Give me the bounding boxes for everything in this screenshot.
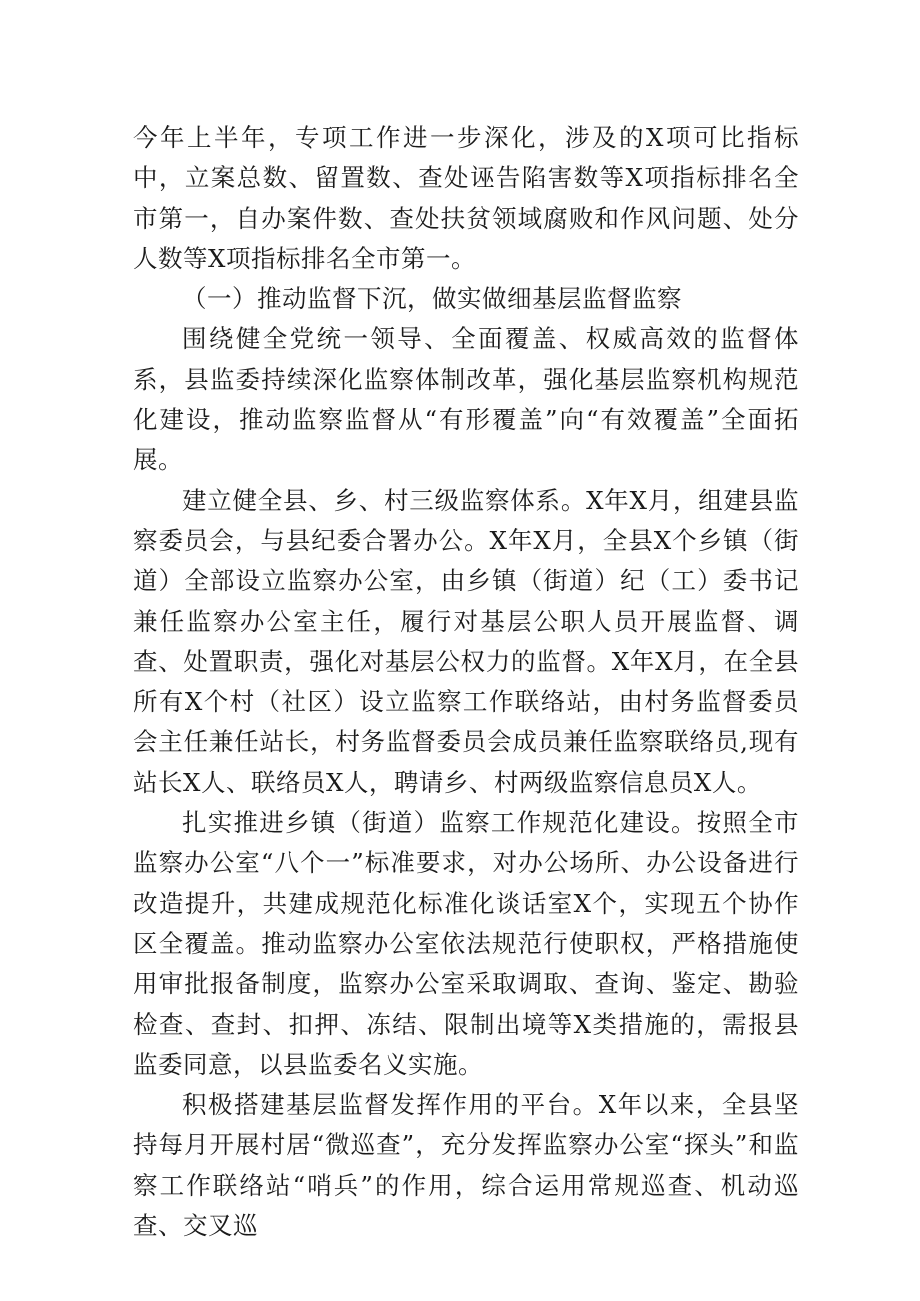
paragraph-section-summary: 围绕健全党统一领导、全面覆盖、权威高效的监督体系，县监委持续深化监察体制改革，强化基层监察机构规范化建设，推动监察监督从“有形覆盖”向“有效覆盖”全面拓展。 <box>133 324 799 475</box>
section-heading: （一）推动监督下沉，做实做细基层监督监察 <box>182 284 682 314</box>
paragraph-standardization: 扎实推进乡镇（街道）监察工作规范化建设。按照全市监察办公室“八个一”标准要求，对办公场所、办公设备进行改造提升，共建成规范化标准化谈话室X个，实现五个协作区全覆盖。推动监察办公室依法规范行使职权，严格措施使用审批报备制度，监察办公室采取调取、查询、鉴定、勘验检查、查封、扣押、冻结、限制出境等X类措施的，需报县监委同意，以县监委名义实施。 <box>133 808 799 1079</box>
document-body <box>133 118 799 1246</box>
paragraph-intro: 今年上半年，专项工作进一步深化，涉及的X项可比指标中，立案总数、留置数、查处诬告陷害数等X项指标排名全市第一，自办案件数、查处扶贫领域腐败和作风问题、处分人数等X项指标排名全市第一。 <box>133 123 799 273</box>
paragraph-three-level-system: 建立健全县、乡、村三级监察体系。X年X月，组建县监察委员会，与县纪委合署办公。X年X月，全县X个乡镇（街道）全部设立监察办公室，由乡镇（街道）纪（工）委书记兼任监察办公室主任，履行对基层公职人员开展监督、调查、处置职责，强化对基层公权力的监督。X年X月，在全县所有X个村（社区）设立监察工作联络站，由村务监督委员会主任兼任站长，村务监督委员会成员兼任监察联络员,现有站长X人、联络员X人，聘请乡、村两级监察信息员X人。 <box>133 485 799 797</box>
paragraph-platform: 积极搭建基层监督发挥作用的平台。X年以来，全县坚持每月开展村居“微巡查”，充分发挥监察办公室“探头”和监察工作联络站“哨兵”的作用，综合运用常规巡查、机动巡查、交叉巡 <box>133 1090 799 1241</box>
